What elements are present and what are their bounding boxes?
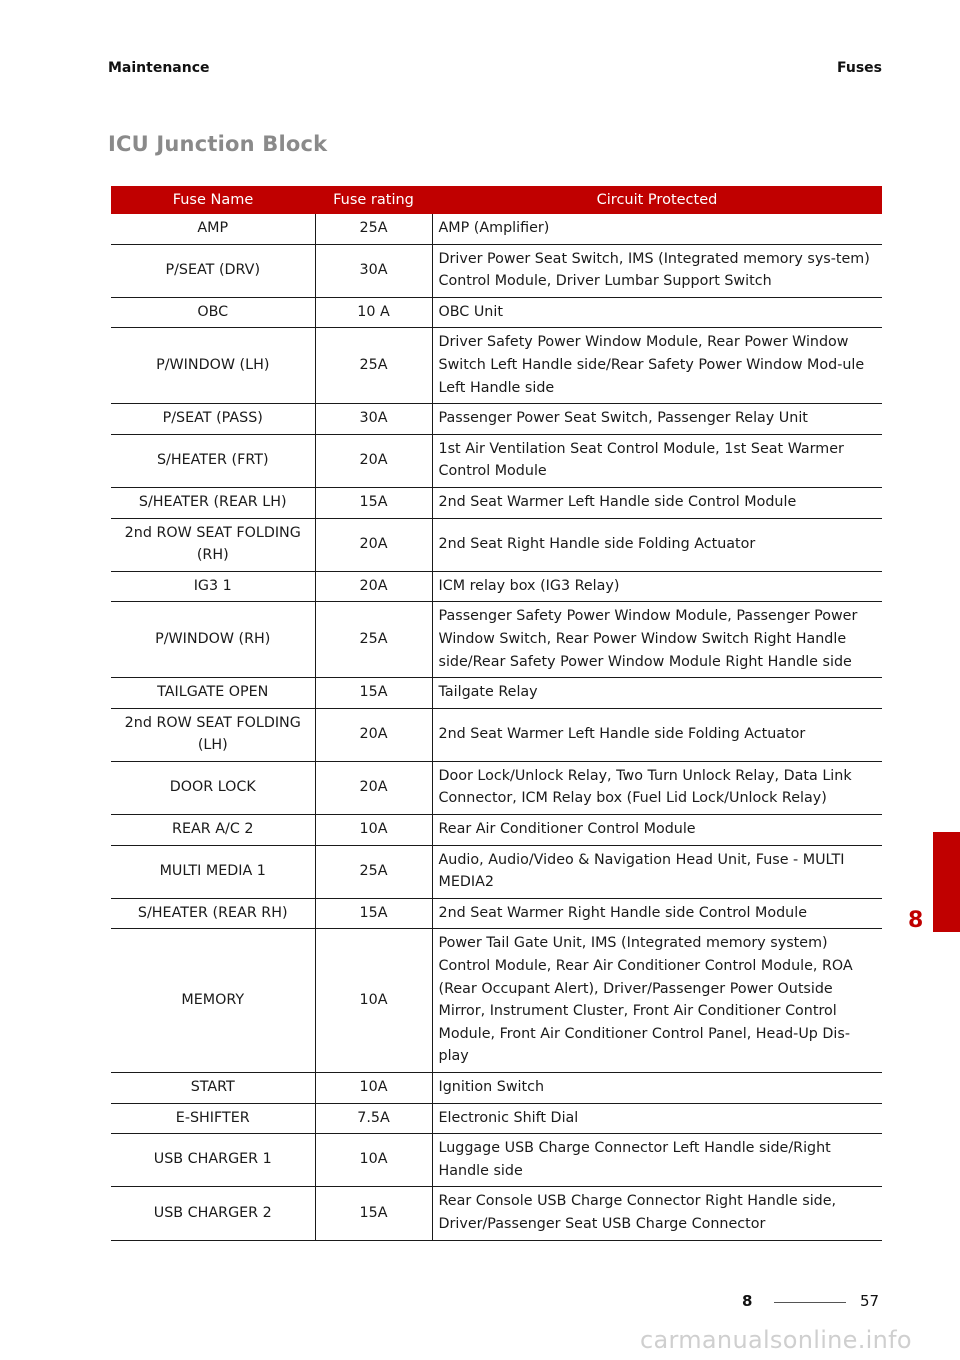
fuse-name-cell: USB CHARGER 2 — [111, 1187, 315, 1240]
fuse-rating-cell: 15A — [315, 898, 432, 929]
circuit-protected-cell: Passenger Power Seat Switch, Passenger Relay Unit — [432, 404, 882, 435]
fuse-name-cell: REAR A/C 2 — [111, 815, 315, 846]
footer-page-number: 57 — [860, 1292, 880, 1310]
circuit-protected-cell: Driver Safety Power Window Module, Rear Power Window Switch Left Handle side/Rear Safety Power Window Mod-ule Left Handle side — [432, 328, 882, 404]
table-row — [111, 571, 882, 602]
table-row — [111, 434, 882, 487]
circuit-protected-cell: 2nd Seat Right Handle side Folding Actuator — [432, 518, 882, 571]
fuse-name-cell: START — [111, 1073, 315, 1104]
table-row — [111, 929, 882, 1073]
fuse-name-cell: MEMORY — [111, 929, 315, 1073]
table-row — [111, 815, 882, 846]
footer-divider — [774, 1302, 846, 1303]
table-row — [111, 328, 882, 404]
fuse-rating-cell: 20A — [315, 708, 432, 761]
page-title: ICU Junction Block — [108, 132, 328, 156]
fuse-rating-cell: 10A — [315, 1134, 432, 1187]
fuse-table — [111, 186, 882, 1241]
fuse-rating-cell: 25A — [315, 214, 432, 244]
table-row — [111, 487, 882, 518]
circuit-protected-cell: Power Tail Gate Unit, IMS (Integrated memory system) Control Module, Rear Air Conditioner Control Module, ROA (Rear Occupant Alert), Driver/Passenger Power Outside Mirror, Instrument Cluster, Front Air Conditioner Control Module, Front Air Conditioner Control Panel, Head-Up Dis-play — [432, 929, 882, 1073]
circuit-protected-cell: Audio, Audio/Video & Navigation Head Unit, Fuse - MULTI MEDIA2 — [432, 845, 882, 898]
table-row — [111, 1134, 882, 1187]
fuse-rating-cell: 10A — [315, 815, 432, 846]
table-row — [111, 1073, 882, 1104]
fuse-rating-cell: 15A — [315, 678, 432, 709]
circuit-protected-cell: 2nd Seat Warmer Left Handle side Control Module — [432, 487, 882, 518]
circuit-protected-cell: Passenger Safety Power Window Module, Passenger Power Window Switch, Rear Power Window Switch Right Handle side/Rear Safety Power Window Module Right Handle side — [432, 602, 882, 678]
fuse-name-cell: 2nd ROW SEAT FOLDING (RH) — [111, 518, 315, 571]
chapter-side-tab — [933, 832, 960, 932]
table-row — [111, 244, 882, 297]
table-row — [111, 297, 882, 328]
table-row — [111, 1187, 882, 1240]
fuse-name-cell: S/HEATER (REAR RH) — [111, 898, 315, 929]
table-row — [111, 214, 882, 244]
fuse-rating-cell: 10A — [315, 1073, 432, 1104]
circuit-protected-cell: Luggage USB Charge Connector Left Handle side/Right Handle side — [432, 1134, 882, 1187]
table-row — [111, 518, 882, 571]
fuse-name-cell: AMP — [111, 214, 315, 244]
table-row — [111, 1103, 882, 1134]
table-row — [111, 404, 882, 435]
circuit-protected-cell: OBC Unit — [432, 297, 882, 328]
fuse-rating-cell: 20A — [315, 761, 432, 814]
fuse-name-cell: P/SEAT (PASS) — [111, 404, 315, 435]
fuse-name-cell: IG3 1 — [111, 571, 315, 602]
table-header-row — [111, 186, 882, 214]
fuse-name-cell: E-SHIFTER — [111, 1103, 315, 1134]
fuse-rating-cell: 30A — [315, 244, 432, 297]
circuit-protected-cell: Tailgate Relay — [432, 678, 882, 709]
fuse-rating-cell: 7.5A — [315, 1103, 432, 1134]
fuse-rating-cell: 10A — [315, 929, 432, 1073]
fuse-name-cell: 2nd ROW SEAT FOLDING (LH) — [111, 708, 315, 761]
circuit-protected-cell: ICM relay box (IG3 Relay) — [432, 571, 882, 602]
fuse-rating-cell: 25A — [315, 328, 432, 404]
fuse-name-cell: MULTI MEDIA 1 — [111, 845, 315, 898]
circuit-protected-cell: Driver Power Seat Switch, IMS (Integrated memory sys-tem) Control Module, Driver Lumbar Support Switch — [432, 244, 882, 297]
watermark: carmanualsonline.info — [640, 1326, 912, 1354]
fuse-rating-cell: 10 A — [315, 297, 432, 328]
column-header-circuit-protected: Circuit Protected — [432, 186, 882, 214]
fuse-rating-cell: 20A — [315, 518, 432, 571]
circuit-protected-cell: Electronic Shift Dial — [432, 1103, 882, 1134]
fuse-name-cell: P/WINDOW (RH) — [111, 602, 315, 678]
fuse-rating-cell: 15A — [315, 487, 432, 518]
table-row — [111, 708, 882, 761]
chapter-side-number: 8 — [908, 908, 924, 933]
table-row — [111, 678, 882, 709]
fuse-rating-cell: 20A — [315, 571, 432, 602]
fuse-rating-cell: 15A — [315, 1187, 432, 1240]
circuit-protected-cell: 2nd Seat Warmer Right Handle side Control Module — [432, 898, 882, 929]
column-header-fuse-name: Fuse Name — [111, 186, 315, 214]
circuit-protected-cell: Rear Air Conditioner Control Module — [432, 815, 882, 846]
fuse-name-cell: DOOR LOCK — [111, 761, 315, 814]
fuse-name-cell: S/HEATER (REAR LH) — [111, 487, 315, 518]
circuit-protected-cell: Ignition Switch — [432, 1073, 882, 1104]
fuse-rating-cell: 25A — [315, 845, 432, 898]
fuse-name-cell: S/HEATER (FRT) — [111, 434, 315, 487]
fuse-table-body — [111, 214, 882, 1240]
fuse-rating-cell: 25A — [315, 602, 432, 678]
header-topic: Fuses — [837, 60, 882, 76]
fuse-name-cell: OBC — [111, 297, 315, 328]
header-section: Maintenance — [108, 60, 210, 76]
fuse-name-cell: TAILGATE OPEN — [111, 678, 315, 709]
circuit-protected-cell: 2nd Seat Warmer Left Handle side Folding Actuator — [432, 708, 882, 761]
column-header-fuse-rating: Fuse rating — [315, 186, 432, 214]
circuit-protected-cell: AMP (Amplifier) — [432, 214, 882, 244]
table-row — [111, 602, 882, 678]
table-row — [111, 761, 882, 814]
fuse-name-cell: P/WINDOW (LH) — [111, 328, 315, 404]
circuit-protected-cell: 1st Air Ventilation Seat Control Module, 1st Seat Warmer Control Module — [432, 434, 882, 487]
fuse-rating-cell: 30A — [315, 404, 432, 435]
circuit-protected-cell: Rear Console USB Charge Connector Right Handle side, Driver/Passenger Seat USB Charge Connector — [432, 1187, 882, 1240]
fuse-name-cell: P/SEAT (DRV) — [111, 244, 315, 297]
table-row — [111, 898, 882, 929]
fuse-name-cell: USB CHARGER 1 — [111, 1134, 315, 1187]
table-row — [111, 845, 882, 898]
fuse-rating-cell: 20A — [315, 434, 432, 487]
circuit-protected-cell: Door Lock/Unlock Relay, Two Turn Unlock Relay, Data Link Connector, ICM Relay box (Fuel Lid Lock/Unlock Relay) — [432, 761, 882, 814]
footer-chapter: 8 — [742, 1292, 753, 1310]
